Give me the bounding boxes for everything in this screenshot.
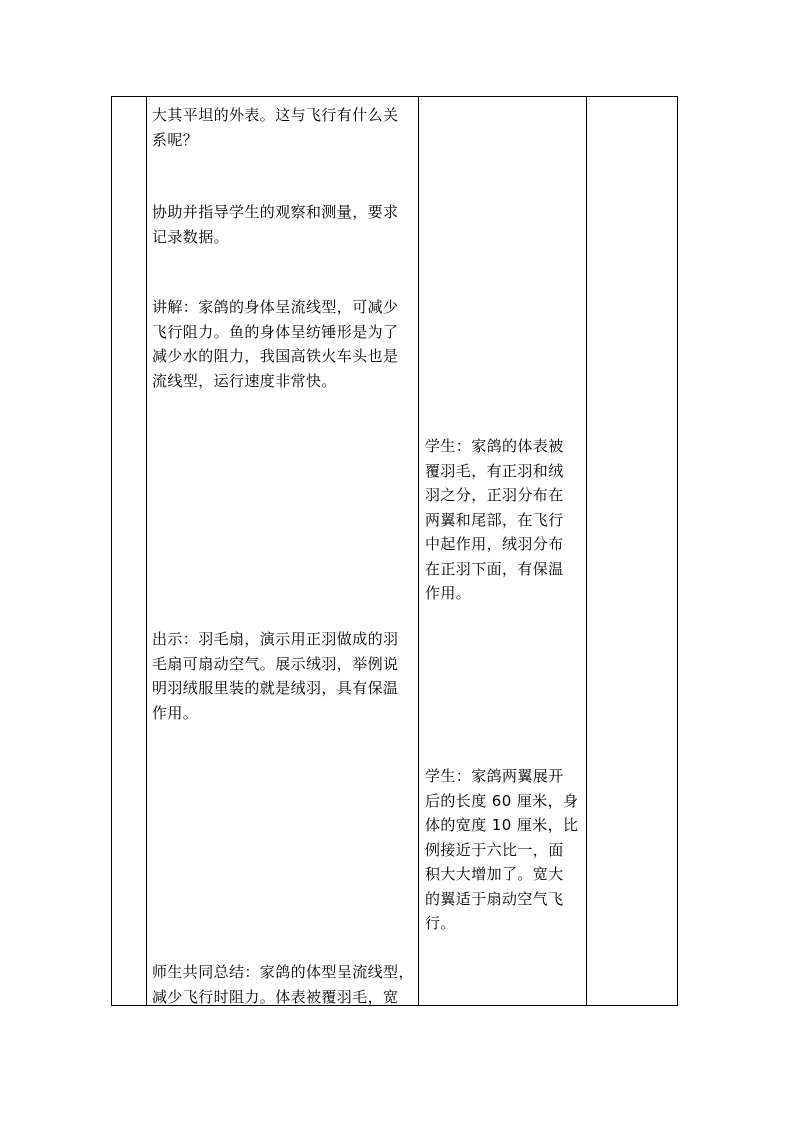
lesson-plan-table [111, 96, 678, 1006]
column-divider-1 [146, 97, 147, 1005]
student-text-wing-measurement: 学生：家鸽两翼展开 后的长度 60 厘米，身 体的宽度 10 厘米，比 例接近于六比一，面 积大大增加了。宽大 的翼适于扇动空气飞 行。 [425, 767, 579, 932]
column-divider-2 [418, 97, 419, 1005]
teacher-text-demonstration: 出示：羽毛扇，演示用正羽做成的羽 毛扇可扇动空气。展示绒羽，举例说 明羽绒服里装的就是绒羽，具有保温 作用。 [152, 630, 399, 722]
teacher-text-guidance: 协助并指导学生的观察和测量，要求 记录数据。 [152, 203, 399, 246]
teacher-text-explanation: 讲解：家鸽的身体呈流线型，可减少 飞行阻力。鱼的身体呈纺锤形是为了 减少水的阻力，我国高铁火车头也是 流线型，运行速度非常快。 [152, 298, 399, 390]
teacher-text-continuation: 大其平坦的外表。这与飞行有什么关 系呢？ [152, 106, 399, 149]
teacher-text-summary: 师生共同总结：家鸽的体型呈流线型， 减少飞行时阻力。体表被覆羽毛，宽 [152, 963, 414, 1006]
student-text-feathers: 学生：家鸽的体表被 覆羽毛，有正羽和绒 羽之分，正羽分布在 两翼和尾部，在飞行 中起作用，绒羽分布 在正羽下面，有保温 作用。 [425, 437, 564, 602]
column-divider-3 [586, 97, 587, 1005]
